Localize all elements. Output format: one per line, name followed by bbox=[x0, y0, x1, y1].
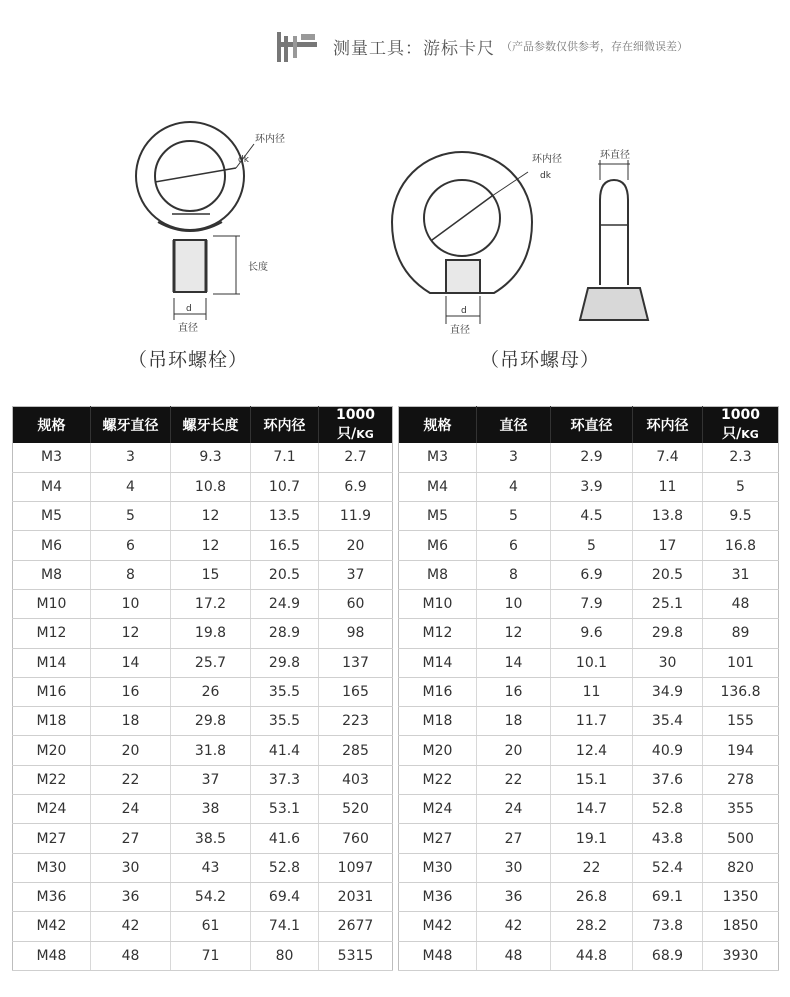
table-cell: 2.9 bbox=[551, 443, 633, 472]
table-cell: 136.8 bbox=[703, 677, 779, 706]
table-row bbox=[399, 560, 779, 589]
table-cell: 155 bbox=[703, 707, 779, 736]
table-cell: 20 bbox=[477, 736, 551, 765]
bolt-label-length: 长度 bbox=[248, 262, 268, 273]
table-cell: 11 bbox=[633, 472, 703, 501]
table-row bbox=[13, 912, 393, 941]
spec-cell: M10 bbox=[399, 589, 477, 618]
spec-cell: M6 bbox=[13, 531, 91, 560]
page-header bbox=[275, 22, 688, 70]
spec-cell: M24 bbox=[399, 795, 477, 824]
table-cell: 20 bbox=[319, 531, 393, 560]
table-cell: 17 bbox=[633, 531, 703, 560]
table-cell: 820 bbox=[703, 853, 779, 882]
table-cell: 73.8 bbox=[633, 912, 703, 941]
header-inner-diameter: 环内径 bbox=[251, 407, 319, 444]
table-cell: 26.8 bbox=[551, 882, 633, 911]
spec-cell: M48 bbox=[399, 941, 477, 970]
table-row bbox=[13, 765, 393, 794]
table-cell: 24.9 bbox=[251, 589, 319, 618]
caliper-icon bbox=[275, 26, 321, 66]
table-row bbox=[13, 736, 393, 765]
table-cell: 53.1 bbox=[251, 795, 319, 824]
spec-cell: M36 bbox=[13, 882, 91, 911]
table-cell: 25.1 bbox=[633, 589, 703, 618]
table-cell: 44.8 bbox=[551, 941, 633, 970]
table-cell: 38.5 bbox=[171, 824, 251, 853]
table-cell: 24 bbox=[91, 795, 171, 824]
table-cell: 5315 bbox=[319, 941, 393, 970]
table-cell: 43 bbox=[171, 853, 251, 882]
table-cell: 5 bbox=[551, 531, 633, 560]
table-cell: 89 bbox=[703, 619, 779, 648]
table-row bbox=[399, 707, 779, 736]
table-row bbox=[399, 677, 779, 706]
table-header-row bbox=[13, 407, 393, 444]
nut-spec-table bbox=[398, 406, 779, 971]
table-cell: 7.4 bbox=[633, 443, 703, 472]
table-cell: 34.9 bbox=[633, 677, 703, 706]
table-cell: 10.1 bbox=[551, 648, 633, 677]
table-cell: 43.8 bbox=[633, 824, 703, 853]
table-cell: 35.5 bbox=[251, 677, 319, 706]
table-cell: 13.8 bbox=[633, 502, 703, 531]
table-cell: 6 bbox=[91, 531, 171, 560]
table-cell: 7.1 bbox=[251, 443, 319, 472]
header-inner-diameter: 环内径 bbox=[633, 407, 703, 444]
table-cell: 278 bbox=[703, 765, 779, 794]
table-cell: 11.7 bbox=[551, 707, 633, 736]
table-cell: 285 bbox=[319, 736, 393, 765]
table-cell: 14 bbox=[477, 648, 551, 677]
header-title: 测量工具：游标卡尺 bbox=[333, 38, 495, 59]
header-weight-qty: 1000只 bbox=[721, 407, 760, 442]
table-row bbox=[13, 795, 393, 824]
table-cell: 68.9 bbox=[633, 941, 703, 970]
table-cell: 24 bbox=[477, 795, 551, 824]
table-row bbox=[399, 824, 779, 853]
table-cell: 101 bbox=[703, 648, 779, 677]
table-cell: 31 bbox=[703, 560, 779, 589]
spec-cell: M10 bbox=[13, 589, 91, 618]
spec-cell: M5 bbox=[13, 502, 91, 531]
table-cell: 19.8 bbox=[171, 619, 251, 648]
header-ring-diameter: 环直径 bbox=[551, 407, 633, 444]
table-cell: 37 bbox=[171, 765, 251, 794]
table-row bbox=[399, 443, 779, 472]
spec-cell: M16 bbox=[13, 677, 91, 706]
table-cell: 760 bbox=[319, 824, 393, 853]
table-cell: 12 bbox=[171, 502, 251, 531]
table-cell: 69.1 bbox=[633, 882, 703, 911]
table-cell: 22 bbox=[477, 765, 551, 794]
header-note: （产品参数仅供参考，存在细微误差） bbox=[501, 40, 688, 53]
table-cell: 11 bbox=[551, 677, 633, 706]
table-cell: 25.7 bbox=[171, 648, 251, 677]
table-cell: 223 bbox=[319, 707, 393, 736]
table-row bbox=[13, 560, 393, 589]
header-spec: 规格 bbox=[399, 407, 477, 444]
spec-cell: M3 bbox=[399, 443, 477, 472]
nut-caption: （吊环螺母） bbox=[480, 349, 601, 371]
nut-label-inner: 环内径 bbox=[532, 154, 562, 165]
table-row bbox=[399, 853, 779, 882]
table-cell: 18 bbox=[91, 707, 171, 736]
table-cell: 7.9 bbox=[551, 589, 633, 618]
table-cell: 403 bbox=[319, 765, 393, 794]
nut-label-diameter: 直径 bbox=[450, 325, 470, 336]
table-cell: 3 bbox=[477, 443, 551, 472]
table-cell: 355 bbox=[703, 795, 779, 824]
table-row bbox=[399, 941, 779, 970]
table-cell: 12 bbox=[171, 531, 251, 560]
spec-cell: M18 bbox=[13, 707, 91, 736]
table-cell: 60 bbox=[319, 589, 393, 618]
table-row bbox=[13, 824, 393, 853]
table-cell: 2031 bbox=[319, 882, 393, 911]
table-cell: 26 bbox=[171, 677, 251, 706]
header-weight-unit: KG bbox=[741, 428, 759, 441]
table-cell: 41.4 bbox=[251, 736, 319, 765]
spec-cell: M4 bbox=[13, 472, 91, 501]
spec-cell: M20 bbox=[13, 736, 91, 765]
table-cell: 30 bbox=[633, 648, 703, 677]
spec-cell: M8 bbox=[399, 560, 477, 589]
table-cell: 28.9 bbox=[251, 619, 319, 648]
spec-cell: M4 bbox=[399, 472, 477, 501]
table-row bbox=[13, 648, 393, 677]
table-cell: 10.8 bbox=[171, 472, 251, 501]
spec-cell: M14 bbox=[13, 648, 91, 677]
table-cell: 42 bbox=[91, 912, 171, 941]
header-diameter: 直径 bbox=[477, 407, 551, 444]
spec-cell: M14 bbox=[399, 648, 477, 677]
table-cell: 28.2 bbox=[551, 912, 633, 941]
bolt-label-dk: dk bbox=[238, 155, 249, 165]
table-cell: 37.6 bbox=[633, 765, 703, 794]
table-cell: 5 bbox=[91, 502, 171, 531]
table-row bbox=[13, 531, 393, 560]
header-weight-unit: KG bbox=[356, 428, 374, 441]
table-cell: 37 bbox=[319, 560, 393, 589]
table-cell: 137 bbox=[319, 648, 393, 677]
table-cell: 29.8 bbox=[171, 707, 251, 736]
nut-label-ring: 环直径 bbox=[600, 150, 630, 161]
spec-cell: M12 bbox=[13, 619, 91, 648]
header-weight-qty: 1000只 bbox=[336, 407, 375, 442]
spec-cell: M18 bbox=[399, 707, 477, 736]
table-cell: 2.7 bbox=[319, 443, 393, 472]
technical-drawings bbox=[0, 100, 790, 390]
nut-label-d: d bbox=[461, 306, 467, 316]
table-cell: 1850 bbox=[703, 912, 779, 941]
table-cell: 37.3 bbox=[251, 765, 319, 794]
table-cell: 52.8 bbox=[633, 795, 703, 824]
table-cell: 13.5 bbox=[251, 502, 319, 531]
spec-cell: M24 bbox=[13, 795, 91, 824]
table-row bbox=[13, 589, 393, 618]
table-cell: 54.2 bbox=[171, 882, 251, 911]
spec-cell: M12 bbox=[399, 619, 477, 648]
table-cell: 18 bbox=[477, 707, 551, 736]
table-cell: 10 bbox=[477, 589, 551, 618]
table-row bbox=[399, 472, 779, 501]
table-cell: 8 bbox=[91, 560, 171, 589]
table-cell: 14 bbox=[91, 648, 171, 677]
table-cell: 12.4 bbox=[551, 736, 633, 765]
table-cell: 22 bbox=[551, 853, 633, 882]
table-cell: 6 bbox=[477, 531, 551, 560]
table-cell: 48 bbox=[703, 589, 779, 618]
table-cell: 17.2 bbox=[171, 589, 251, 618]
table-cell: 12 bbox=[91, 619, 171, 648]
table-row bbox=[399, 765, 779, 794]
table-cell: 27 bbox=[477, 824, 551, 853]
table-row bbox=[399, 589, 779, 618]
table-cell: 74.1 bbox=[251, 912, 319, 941]
table-cell: 41.6 bbox=[251, 824, 319, 853]
table-row bbox=[399, 531, 779, 560]
table-cell: 12 bbox=[477, 619, 551, 648]
table-cell: 16 bbox=[477, 677, 551, 706]
table-cell: 4.5 bbox=[551, 502, 633, 531]
table-cell: 16.8 bbox=[703, 531, 779, 560]
table-cell: 52.8 bbox=[251, 853, 319, 882]
table-row bbox=[399, 795, 779, 824]
header-weight: 1000只/KG bbox=[319, 407, 393, 444]
header-spec: 规格 bbox=[13, 407, 91, 444]
spec-cell: M22 bbox=[13, 765, 91, 794]
table-cell: 11.9 bbox=[319, 502, 393, 531]
table-cell: 4 bbox=[91, 472, 171, 501]
table-cell: 9.5 bbox=[703, 502, 779, 531]
table-cell: 165 bbox=[319, 677, 393, 706]
bolt-table-body bbox=[13, 443, 393, 970]
table-cell: 1097 bbox=[319, 853, 393, 882]
table-cell: 3930 bbox=[703, 941, 779, 970]
header-thread-length: 螺牙长度 bbox=[171, 407, 251, 444]
table-cell: 2677 bbox=[319, 912, 393, 941]
eye-nut-drawing bbox=[392, 152, 648, 324]
table-row bbox=[13, 443, 393, 472]
table-cell: 3 bbox=[91, 443, 171, 472]
header-thread-diameter: 螺牙直径 bbox=[91, 407, 171, 444]
table-cell: 20 bbox=[91, 736, 171, 765]
table-cell: 20.5 bbox=[251, 560, 319, 589]
bolt-label-d: d bbox=[186, 304, 192, 314]
table-row bbox=[13, 472, 393, 501]
table-row bbox=[13, 502, 393, 531]
table-cell: 500 bbox=[703, 824, 779, 853]
table-cell: 5 bbox=[703, 472, 779, 501]
table-row bbox=[13, 941, 393, 970]
bolt-label-inner: 环内径 bbox=[255, 134, 285, 145]
table-cell: 194 bbox=[703, 736, 779, 765]
spec-cell: M8 bbox=[13, 560, 91, 589]
table-row bbox=[13, 853, 393, 882]
table-cell: 20.5 bbox=[633, 560, 703, 589]
table-cell: 35.5 bbox=[251, 707, 319, 736]
spec-cell: M3 bbox=[13, 443, 91, 472]
table-cell: 40.9 bbox=[633, 736, 703, 765]
table-cell: 5 bbox=[477, 502, 551, 531]
spec-cell: M30 bbox=[399, 853, 477, 882]
spec-cell: M6 bbox=[399, 531, 477, 560]
table-cell: 80 bbox=[251, 941, 319, 970]
table-cell: 69.4 bbox=[251, 882, 319, 911]
table-row bbox=[399, 912, 779, 941]
table-cell: 36 bbox=[477, 882, 551, 911]
table-row bbox=[399, 648, 779, 677]
table-cell: 6.9 bbox=[319, 472, 393, 501]
table-row bbox=[13, 707, 393, 736]
table-row bbox=[399, 619, 779, 648]
table-cell: 35.4 bbox=[633, 707, 703, 736]
table-cell: 3.9 bbox=[551, 472, 633, 501]
table-cell: 2.3 bbox=[703, 443, 779, 472]
spec-cell: M36 bbox=[399, 882, 477, 911]
table-cell: 31.8 bbox=[171, 736, 251, 765]
table-cell: 15.1 bbox=[551, 765, 633, 794]
table-cell: 27 bbox=[91, 824, 171, 853]
table-cell: 10.7 bbox=[251, 472, 319, 501]
table-cell: 30 bbox=[477, 853, 551, 882]
table-cell: 22 bbox=[91, 765, 171, 794]
bolt-spec-table bbox=[12, 406, 393, 971]
table-cell: 36 bbox=[91, 882, 171, 911]
bolt-label-diameter: 直径 bbox=[178, 323, 198, 334]
nut-label-dk: dk bbox=[540, 171, 551, 181]
table-row bbox=[13, 677, 393, 706]
table-row bbox=[13, 882, 393, 911]
spec-cell: M5 bbox=[399, 502, 477, 531]
spec-cell: M48 bbox=[13, 941, 91, 970]
table-cell: 9.6 bbox=[551, 619, 633, 648]
table-cell: 16.5 bbox=[251, 531, 319, 560]
table-cell: 16 bbox=[91, 677, 171, 706]
table-cell: 71 bbox=[171, 941, 251, 970]
table-cell: 30 bbox=[91, 853, 171, 882]
table-cell: 1350 bbox=[703, 882, 779, 911]
table-cell: 48 bbox=[477, 941, 551, 970]
bolt-caption: （吊环螺栓） bbox=[128, 349, 249, 371]
table-cell: 48 bbox=[91, 941, 171, 970]
spec-cell: M20 bbox=[399, 736, 477, 765]
table-cell: 8 bbox=[477, 560, 551, 589]
table-cell: 29.8 bbox=[251, 648, 319, 677]
table-cell: 29.8 bbox=[633, 619, 703, 648]
table-cell: 520 bbox=[319, 795, 393, 824]
table-cell: 10 bbox=[91, 589, 171, 618]
table-row bbox=[399, 502, 779, 531]
table-cell: 38 bbox=[171, 795, 251, 824]
table-row bbox=[13, 619, 393, 648]
spec-cell: M42 bbox=[13, 912, 91, 941]
table-row bbox=[399, 736, 779, 765]
spec-cell: M30 bbox=[13, 853, 91, 882]
spec-cell: M27 bbox=[13, 824, 91, 853]
table-cell: 52.4 bbox=[633, 853, 703, 882]
table-cell: 19.1 bbox=[551, 824, 633, 853]
table-cell: 15 bbox=[171, 560, 251, 589]
table-cell: 6.9 bbox=[551, 560, 633, 589]
nut-table-body bbox=[399, 443, 779, 970]
table-cell: 14.7 bbox=[551, 795, 633, 824]
table-cell: 4 bbox=[477, 472, 551, 501]
eye-bolt-drawing bbox=[136, 122, 254, 320]
spec-cell: M42 bbox=[399, 912, 477, 941]
spec-cell: M27 bbox=[399, 824, 477, 853]
spec-cell: M16 bbox=[399, 677, 477, 706]
header-weight: 1000只/KG bbox=[703, 407, 779, 444]
table-header-row bbox=[399, 407, 779, 444]
table-cell: 61 bbox=[171, 912, 251, 941]
table-row bbox=[399, 882, 779, 911]
table-cell: 98 bbox=[319, 619, 393, 648]
spec-cell: M22 bbox=[399, 765, 477, 794]
table-cell: 42 bbox=[477, 912, 551, 941]
table-cell: 9.3 bbox=[171, 443, 251, 472]
